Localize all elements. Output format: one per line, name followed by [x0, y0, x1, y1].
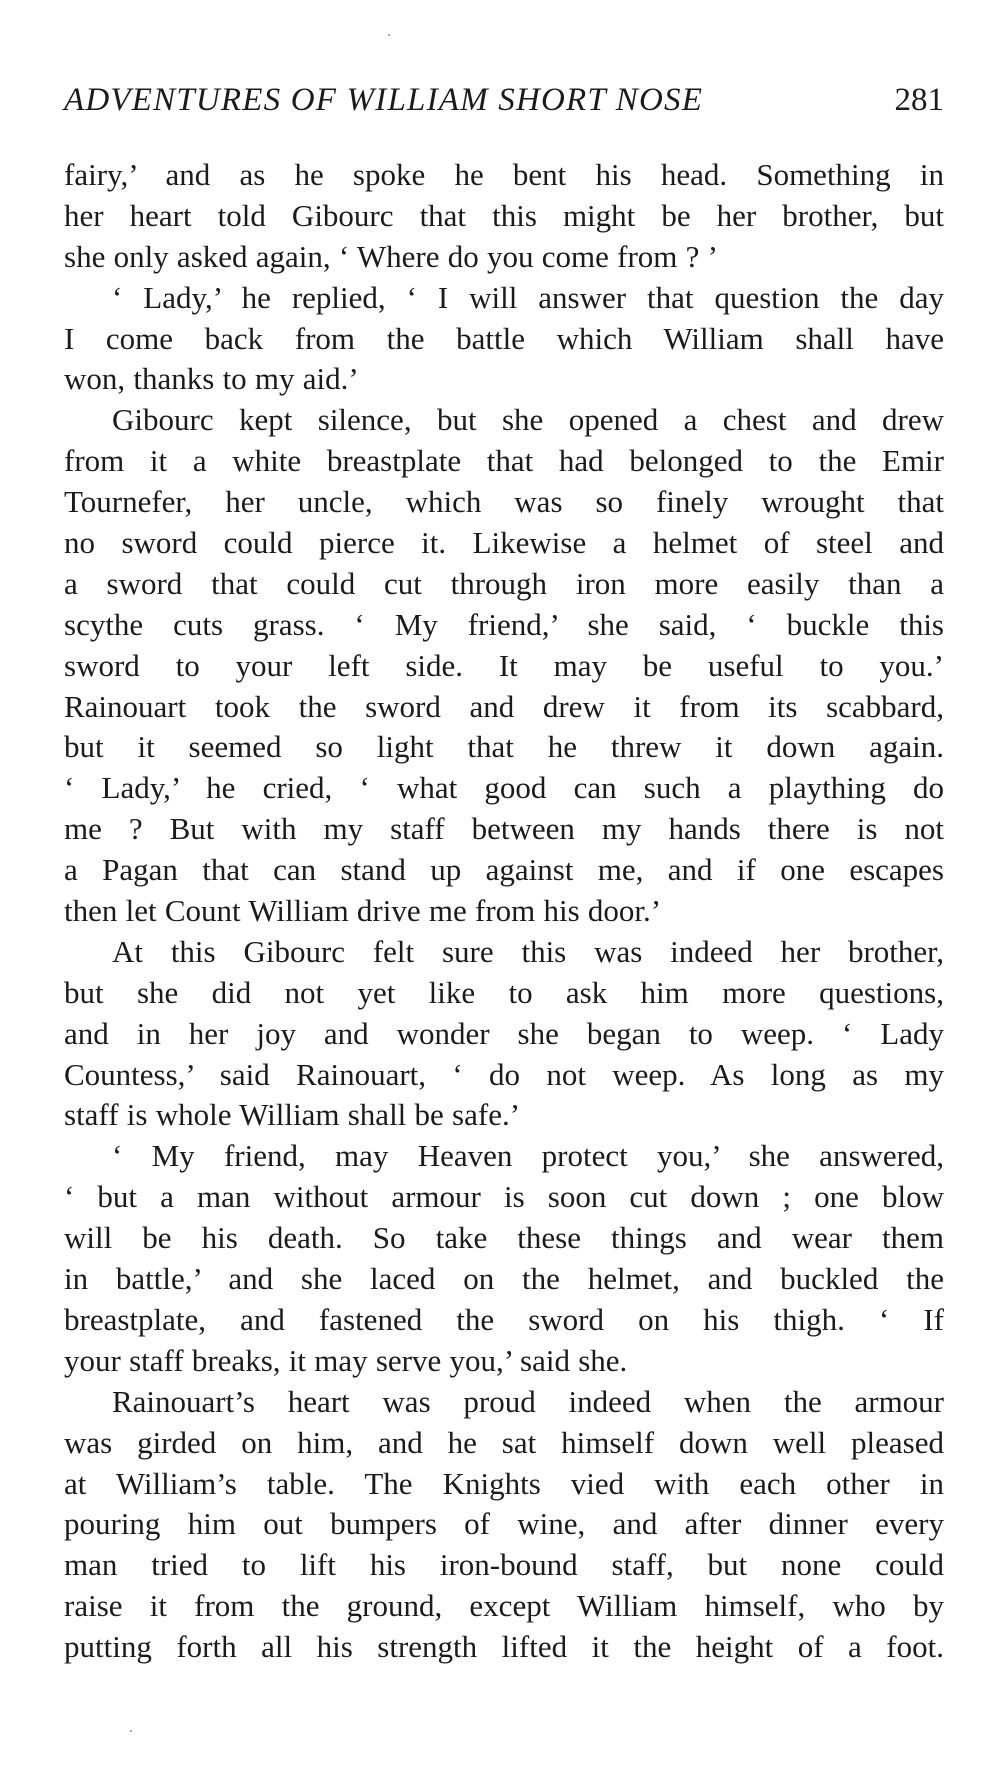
text-line: and in her joy and wonder she began to weep. ‘ Lady — [64, 1015, 944, 1051]
text-line: Countess,’ said Rainouart, ‘ do not weep. As long as my — [64, 1056, 944, 1092]
text-line: scythe cuts grass. ‘ My friend,’ she said, ‘ buckle this — [64, 606, 944, 642]
page-number: 281 — [894, 82, 944, 118]
text-line: she only asked again, ‘ Where do you come from ? ’ — [64, 238, 718, 274]
text-line: pouring him out bumpers of wine, and after dinner every — [64, 1506, 944, 1542]
text-line: ‘ Lady,’ he cried, ‘ what good can such a plaything do — [64, 770, 944, 806]
text-line: sword to your left side. It may be useful to you.’ — [64, 647, 944, 683]
text-line: Tournefer, her uncle, which was so finely wrought that — [64, 484, 944, 520]
text-line: ‘ My friend, may Heaven protect you,’ she answered, — [112, 1138, 944, 1174]
text-line: At this Gibourc felt sure this was indeed her brother, — [112, 933, 944, 969]
text-line: at William’s table. The Knights vied with each other in — [64, 1465, 944, 1501]
text-line: man tried to lift his iron-bound staff, but none could — [64, 1547, 944, 1583]
text-line: won, thanks to my aid.’ — [64, 361, 359, 397]
text-line: her heart told Gibourc that this might be her brother, but — [64, 197, 944, 233]
text-line: me ? But with my staff between my hands there is not — [64, 811, 944, 847]
text-line: Gibourc kept silence, but she opened a chest and drew — [112, 402, 944, 438]
paper-speck — [130, 1730, 132, 1732]
text-line: putting forth all his strength lifted it the height of a foot. — [64, 1629, 944, 1665]
text-line: I come back from the battle which William shall have — [64, 320, 944, 356]
text-line: ‘ but a man without armour is soon cut down ; one blow — [64, 1179, 944, 1215]
text-line: in battle,’ and she laced on the helmet, and buckled the — [64, 1261, 944, 1297]
text-line: breastplate, and fastened the sword on his thigh. ‘ If — [64, 1301, 944, 1337]
text-line: then let Count William drive me from his door.’ — [64, 893, 662, 929]
text-line: fairy,’ and as he spoke he bent his head. Something in — [64, 157, 944, 192]
text-line: will be his death. So take these things and wear them — [64, 1220, 944, 1256]
text-line: raise it from the ground, except William himself, who by — [64, 1588, 944, 1624]
paper-speck — [388, 34, 390, 36]
text-line: no sword could pierce it. Likewise a helmet of steel and — [64, 525, 944, 561]
text-line: ‘ Lady,’ he replied, ‘ I will answer that question the day — [112, 279, 944, 315]
body-text — [64, 155, 944, 1668]
text-line: Rainouart took the sword and drew it from its scabbard, — [64, 688, 944, 724]
text-line: but it seemed so light that he threw it down again. — [64, 729, 944, 765]
text-line: was girded on him, and he sat himself down well pleased — [64, 1424, 944, 1460]
text-line: a sword that could cut through iron more easily than a — [64, 565, 944, 601]
text-line: your staff breaks, it may serve you,’ said she. — [64, 1342, 628, 1378]
text-line: a Pagan that can stand up against me, and if one escapes — [64, 852, 944, 888]
text-line: Rainouart’s heart was proud indeed when the armour — [112, 1383, 944, 1419]
text-line: but she did not yet like to ask him more questions, — [64, 974, 944, 1010]
running-title: ADVENTURES OF WILLIAM SHORT NOSE — [64, 82, 704, 118]
text-line: from it a white breastplate that had belonged to the Emir — [64, 443, 944, 479]
text-line: staff is whole William shall be safe.’ — [64, 1097, 521, 1133]
page-header — [64, 78, 944, 122]
